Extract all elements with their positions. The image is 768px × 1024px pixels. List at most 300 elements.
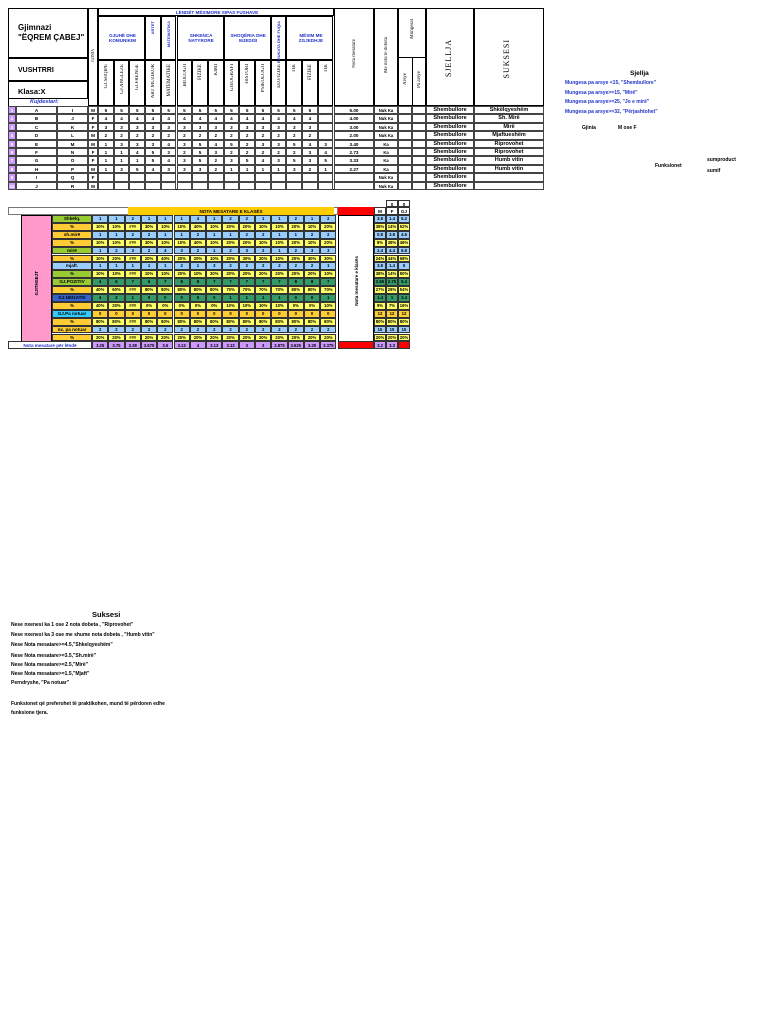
grade-cell[interactable]: 2 bbox=[98, 131, 114, 139]
stats-summary-cell[interactable]: 20% bbox=[375, 334, 385, 340]
stats-cell[interactable]: 1 bbox=[206, 247, 222, 255]
grade-cell[interactable]: 3 bbox=[302, 148, 318, 156]
stats-cell[interactable]: 2 bbox=[320, 326, 336, 334]
stats-cell[interactable]: 20% bbox=[320, 223, 336, 231]
stats-cell[interactable]: 10% bbox=[271, 239, 287, 247]
conduct-cell[interactable]: Shembullore bbox=[426, 114, 474, 122]
stats-cell[interactable]: 2 bbox=[157, 326, 173, 334]
grade-cell[interactable] bbox=[255, 182, 271, 190]
student-first-name[interactable]: G bbox=[16, 156, 57, 164]
stats-cell[interactable]: 2 bbox=[304, 262, 320, 270]
result-cell[interactable]: Riprovohet bbox=[474, 140, 544, 148]
stats-summary-cell[interactable]: 52% bbox=[399, 223, 409, 229]
stats-cell[interactable]: 20% bbox=[222, 334, 238, 342]
grade-cell[interactable]: 3 bbox=[177, 165, 193, 173]
grade-cell[interactable]: 3 bbox=[129, 140, 145, 148]
grade-cell[interactable]: 2 bbox=[286, 131, 302, 139]
stats-cell[interactable]: 8 bbox=[288, 278, 304, 286]
row-number[interactable]: 6 bbox=[8, 148, 16, 156]
grade-cell[interactable] bbox=[145, 173, 161, 181]
stats-cell[interactable]: 0 bbox=[304, 310, 320, 318]
conduct-cell[interactable]: Shembullore bbox=[426, 182, 474, 190]
stats-cell[interactable]: 20% bbox=[108, 255, 124, 263]
stats-footer-cell[interactable]: 3 bbox=[239, 341, 255, 349]
stats-cell[interactable]: 2 bbox=[108, 247, 124, 255]
stats-summary-cell[interactable]: 46% bbox=[399, 239, 409, 245]
stats-cell[interactable]: 10% bbox=[108, 270, 124, 278]
grade-cell[interactable]: 3 bbox=[255, 123, 271, 131]
conduct-cell[interactable]: Shembullore bbox=[426, 173, 474, 181]
grade-cell[interactable]: 4 bbox=[302, 140, 318, 148]
stats-cell[interactable]: 70% bbox=[255, 286, 271, 294]
student-average[interactable]: 2.27 bbox=[334, 165, 374, 173]
grade-cell[interactable]: 3 bbox=[192, 123, 208, 131]
stats-cell[interactable]: 1 bbox=[108, 231, 124, 239]
grade-cell[interactable]: 3 bbox=[114, 140, 130, 148]
stats-cell[interactable]: 20% bbox=[304, 334, 320, 342]
stats-cell[interactable]: 0 bbox=[92, 310, 108, 318]
stats-summary-cell[interactable]: 27% bbox=[375, 287, 385, 293]
stats-cell[interactable]: 10% bbox=[271, 255, 287, 263]
absence-unexcused[interactable] bbox=[412, 182, 426, 190]
stats-cell[interactable]: 20% bbox=[108, 334, 124, 342]
student-gender[interactable]: F bbox=[88, 123, 98, 131]
stats-cell[interactable]: 40% bbox=[92, 286, 108, 294]
stats-cell[interactable]: 20% bbox=[190, 255, 206, 263]
grade-cell[interactable]: 5 bbox=[145, 148, 161, 156]
grade-cell[interactable]: 1 bbox=[129, 156, 145, 164]
stats-footer-summary[interactable]: 3.3 bbox=[386, 341, 398, 349]
stats-cell[interactable]: 10% bbox=[108, 223, 124, 231]
stats-summary-cell[interactable]: 38% bbox=[387, 239, 397, 245]
stats-summary-cell[interactable]: 5.4 bbox=[398, 278, 410, 286]
stats-footer-cell[interactable]: 3.75 bbox=[108, 341, 124, 349]
student-last-name[interactable]: N bbox=[57, 148, 88, 156]
stats-cell[interactable]: 0 bbox=[288, 310, 304, 318]
stats-cell[interactable]: 10% bbox=[239, 302, 255, 310]
grade-cell[interactable] bbox=[177, 173, 193, 181]
grade-cell[interactable] bbox=[286, 182, 302, 190]
stats-cell[interactable]: 60% bbox=[108, 286, 124, 294]
student-average[interactable]: 2.00 bbox=[334, 131, 374, 139]
stats-cell[interactable]: 10% bbox=[304, 239, 320, 247]
stats-cell[interactable]: 2 bbox=[174, 262, 190, 270]
stats-cell[interactable]: 1 bbox=[157, 215, 173, 223]
stats-cell[interactable]: 30% bbox=[320, 255, 336, 263]
stats-cell[interactable]: 80% bbox=[157, 286, 173, 294]
grade-cell[interactable]: 5 bbox=[302, 106, 318, 114]
grade-cell[interactable] bbox=[208, 182, 224, 190]
result-cell[interactable]: Mjaftueshëm bbox=[474, 131, 544, 139]
stats-cell[interactable]: 80% bbox=[108, 318, 124, 326]
stats-cell[interactable]: 20% bbox=[174, 255, 190, 263]
grade-cell[interactable] bbox=[161, 182, 177, 190]
grade-cell[interactable]: 2 bbox=[192, 131, 208, 139]
grade-cell[interactable]: 4 bbox=[129, 114, 145, 122]
grade-cell[interactable] bbox=[224, 182, 240, 190]
grade-cell[interactable]: 4 bbox=[129, 148, 145, 156]
grade-cell[interactable] bbox=[239, 173, 255, 181]
stats-cell[interactable]: 0% bbox=[206, 302, 222, 310]
weak-grades-cell[interactable]: Nuk Ka bbox=[374, 173, 398, 181]
stats-cell[interactable]: 0% bbox=[141, 302, 157, 310]
stats-cell[interactable]: 40% bbox=[190, 239, 206, 247]
grade-cell[interactable]: 4 bbox=[192, 114, 208, 122]
absence-unexcused[interactable] bbox=[412, 148, 426, 156]
grade-cell[interactable]: 1 bbox=[114, 156, 130, 164]
stats-summary-cell[interactable]: 3.8 bbox=[374, 215, 386, 223]
stats-cell[interactable]: 7 bbox=[157, 278, 173, 286]
student-average[interactable]: 5.00 bbox=[334, 106, 374, 114]
stats-cell[interactable]: 20% bbox=[239, 239, 255, 247]
row-number[interactable]: 9 bbox=[8, 173, 16, 181]
grade-cell[interactable]: 5 bbox=[145, 156, 161, 164]
student-first-name[interactable]: E bbox=[16, 140, 57, 148]
stats-cell[interactable]: 80% bbox=[222, 318, 238, 326]
stats-summary-cell[interactable]: 20% bbox=[387, 334, 397, 340]
grade-cell[interactable]: 3 bbox=[224, 123, 240, 131]
stats-cell[interactable]: 2 bbox=[174, 326, 190, 334]
stats-cell[interactable]: 30% bbox=[239, 255, 255, 263]
student-average[interactable]: 3.40 bbox=[334, 140, 374, 148]
grade-cell[interactable] bbox=[208, 173, 224, 181]
absence-excused[interactable] bbox=[398, 131, 412, 139]
stats-cell[interactable]: 0 bbox=[141, 310, 157, 318]
student-last-name[interactable]: Q bbox=[57, 173, 88, 181]
grade-cell[interactable] bbox=[114, 182, 130, 190]
grade-cell[interactable]: 2 bbox=[208, 165, 224, 173]
stats-cell[interactable]: 10% bbox=[320, 270, 336, 278]
stats-cell[interactable]: 3 bbox=[174, 247, 190, 255]
grade-cell[interactable]: 2 bbox=[302, 131, 318, 139]
stats-cell[interactable]: 8 bbox=[190, 278, 206, 286]
stats-cell[interactable]: 1 bbox=[222, 294, 238, 302]
stats-cell[interactable]: 1 bbox=[190, 262, 206, 270]
stats-cell[interactable]: 80% bbox=[206, 318, 222, 326]
stats-cell[interactable]: 20% bbox=[255, 255, 271, 263]
grade-cell[interactable] bbox=[271, 182, 287, 190]
stats-summary-cell[interactable]: 1.4 bbox=[386, 262, 398, 270]
stats-cell[interactable]: 10% bbox=[271, 223, 287, 231]
grade-cell[interactable]: 5 bbox=[286, 106, 302, 114]
stats-cell[interactable]: 1 bbox=[92, 231, 108, 239]
stats-cell[interactable]: 1 bbox=[125, 294, 141, 302]
stats-cell[interactable]: 10% bbox=[206, 223, 222, 231]
stats-summary-cell[interactable]: 80% bbox=[375, 318, 385, 324]
stats-summary-cell[interactable]: 2.4 bbox=[398, 294, 410, 302]
conduct-cell[interactable]: Shembullore bbox=[426, 156, 474, 164]
stats-summary-cell[interactable]: 2.65 bbox=[375, 279, 385, 285]
stats-cell[interactable]: 40% bbox=[157, 255, 173, 263]
result-cell[interactable]: Mirë bbox=[474, 123, 544, 131]
grade-cell[interactable]: 2 bbox=[255, 131, 271, 139]
stats-cell[interactable]: 20% bbox=[141, 334, 157, 342]
stats-footer-cell[interactable]: 3.5 bbox=[157, 341, 173, 349]
stats-cell[interactable]: 2 bbox=[222, 326, 238, 334]
stats-cell[interactable]: 80% bbox=[288, 286, 304, 294]
stats-cell[interactable]: 2 bbox=[255, 247, 271, 255]
stats-cell[interactable]: 1 bbox=[92, 215, 108, 223]
student-last-name[interactable]: K bbox=[57, 123, 88, 131]
stats-cell[interactable]: 1 bbox=[271, 231, 287, 239]
stats-cell[interactable]: 80% bbox=[239, 318, 255, 326]
stats-cell[interactable]: 7 bbox=[125, 278, 141, 286]
grade-cell[interactable]: 1 bbox=[98, 140, 114, 148]
grade-cell[interactable]: 3 bbox=[302, 123, 318, 131]
stats-footer-cell[interactable]: 3 bbox=[255, 341, 271, 349]
grade-cell[interactable]: 3 bbox=[208, 123, 224, 131]
stats-cell[interactable]: 1 bbox=[92, 262, 108, 270]
stats-summary-cell[interactable]: 1 bbox=[386, 294, 398, 302]
stats-cell[interactable]: 0 bbox=[239, 310, 255, 318]
grade-cell[interactable]: 3 bbox=[208, 148, 224, 156]
stats-cell[interactable]: 7 bbox=[206, 278, 222, 286]
stats-cell[interactable]: 2 bbox=[320, 231, 336, 239]
grade-cell[interactable] bbox=[318, 114, 334, 122]
stats-cell[interactable]: 70% bbox=[271, 286, 287, 294]
grade-cell[interactable]: 5 bbox=[224, 106, 240, 114]
stats-cell[interactable]: 80% bbox=[288, 318, 304, 326]
grade-cell[interactable]: 2 bbox=[224, 131, 240, 139]
stats-cell[interactable]: 20% bbox=[206, 334, 222, 342]
grade-cell[interactable]: 4 bbox=[208, 140, 224, 148]
weak-grades-cell[interactable]: Nuk Ka bbox=[374, 114, 398, 122]
grade-cell[interactable]: 4 bbox=[286, 114, 302, 122]
grade-cell[interactable]: 5 bbox=[177, 106, 193, 114]
stats-cell[interactable]: 20% bbox=[157, 334, 173, 342]
grade-cell[interactable] bbox=[192, 173, 208, 181]
result-cell[interactable]: Shkëlqyeshëm bbox=[474, 106, 544, 114]
stats-summary-cell[interactable]: 38% bbox=[375, 223, 385, 229]
grade-cell[interactable]: 2 bbox=[271, 131, 287, 139]
stats-cell[interactable]: 1 bbox=[304, 215, 320, 223]
stats-summary-cell[interactable]: 24% bbox=[375, 255, 385, 261]
grade-cell[interactable]: 4 bbox=[177, 114, 193, 122]
stats-cell[interactable]: 7 bbox=[320, 278, 336, 286]
stats-cell[interactable]: 10% bbox=[304, 223, 320, 231]
absence-excused[interactable] bbox=[398, 140, 412, 148]
stats-summary-cell[interactable]: 68% bbox=[399, 255, 409, 261]
stats-cell[interactable]: 0 bbox=[304, 294, 320, 302]
conduct-cell[interactable]: Shembullore bbox=[426, 165, 474, 173]
grade-cell[interactable]: 3 bbox=[145, 123, 161, 131]
stats-cell[interactable]: 70% bbox=[320, 286, 336, 294]
stats-cell[interactable]: 2 bbox=[222, 247, 238, 255]
stats-cell[interactable]: 2 bbox=[304, 326, 320, 334]
grade-cell[interactable]: 3 bbox=[114, 123, 130, 131]
student-gender[interactable]: M bbox=[88, 106, 98, 114]
grade-cell[interactable]: 5 bbox=[224, 140, 240, 148]
stats-cell[interactable]: 2 bbox=[125, 231, 141, 239]
stats-cell[interactable]: 6 bbox=[108, 278, 124, 286]
absence-excused[interactable] bbox=[398, 114, 412, 122]
stats-cell[interactable]: 0 bbox=[320, 310, 336, 318]
stats-cell[interactable]: 0 bbox=[206, 294, 222, 302]
grade-cell[interactable]: 2 bbox=[129, 131, 145, 139]
stats-cell[interactable]: 20% bbox=[92, 334, 108, 342]
stats-cell[interactable]: 2 bbox=[190, 247, 206, 255]
row-number[interactable]: 5 bbox=[8, 140, 16, 148]
grade-cell[interactable] bbox=[271, 173, 287, 181]
stats-cell[interactable]: 20% bbox=[320, 239, 336, 247]
grade-cell[interactable]: 4 bbox=[271, 114, 287, 122]
grade-cell[interactable] bbox=[98, 173, 114, 181]
stats-cell[interactable]: 20% bbox=[222, 239, 238, 247]
grade-cell[interactable]: 2 bbox=[239, 148, 255, 156]
grade-cell[interactable]: 5 bbox=[286, 156, 302, 164]
grade-cell[interactable]: 1 bbox=[224, 165, 240, 173]
stats-summary-cell[interactable]: 4.6 bbox=[398, 231, 410, 239]
stats-cell[interactable]: 80% bbox=[174, 318, 190, 326]
stats-cell[interactable]: 80% bbox=[190, 318, 206, 326]
stats-cell[interactable]: 0 bbox=[108, 310, 124, 318]
grade-cell[interactable] bbox=[145, 182, 161, 190]
weak-grades-cell[interactable]: Nuk Ka bbox=[374, 182, 398, 190]
grade-cell[interactable] bbox=[98, 182, 114, 190]
grade-cell[interactable] bbox=[302, 182, 318, 190]
row-number[interactable]: 10 bbox=[9, 183, 15, 189]
stats-cell[interactable]: 30% bbox=[206, 270, 222, 278]
grade-cell[interactable] bbox=[114, 173, 130, 181]
stats-summary-cell[interactable]: 3.8 bbox=[374, 262, 386, 270]
row-number[interactable]: 4 bbox=[8, 131, 16, 139]
conduct-cell[interactable]: Shembullore bbox=[426, 131, 474, 139]
stats-summary-cell[interactable]: 7% bbox=[386, 302, 398, 310]
stats-summary-cell[interactable]: 6.8 bbox=[398, 247, 410, 255]
stats-cell[interactable]: 0 bbox=[157, 310, 173, 318]
stats-summary-cell[interactable]: 4.4 bbox=[386, 247, 398, 255]
absence-unexcused[interactable] bbox=[412, 140, 426, 148]
grade-cell[interactable]: 3 bbox=[224, 156, 240, 164]
grade-cell[interactable] bbox=[224, 173, 240, 181]
grade-cell[interactable]: 2 bbox=[255, 148, 271, 156]
stats-footer-summary[interactable] bbox=[398, 341, 410, 349]
student-last-name[interactable]: M bbox=[57, 140, 88, 148]
student-average[interactable]: 2.73 bbox=[334, 148, 374, 156]
stats-summary-cell[interactable]: 12 bbox=[374, 310, 386, 318]
grade-cell[interactable]: 1 bbox=[98, 148, 114, 156]
stats-cell[interactable]: 10% bbox=[157, 239, 173, 247]
grade-cell[interactable]: 3 bbox=[161, 165, 177, 173]
row-number[interactable]: 8 bbox=[8, 165, 16, 173]
conduct-cell[interactable]: Shembullore bbox=[426, 148, 474, 156]
student-gender[interactable]: F bbox=[88, 156, 98, 164]
stats-cell[interactable]: 20% bbox=[271, 334, 287, 342]
stats-cell[interactable]: 2 bbox=[108, 326, 124, 334]
student-average[interactable]: 3.33 bbox=[334, 156, 374, 164]
student-gender[interactable]: M bbox=[88, 131, 98, 139]
stats-cell[interactable]: 2 bbox=[141, 231, 157, 239]
stats-summary-cell[interactable]: 54% bbox=[399, 287, 409, 293]
grade-cell[interactable]: 4 bbox=[318, 148, 334, 156]
stats-footer-cell[interactable]: 3.13 bbox=[174, 341, 190, 349]
grade-cell[interactable]: 1 bbox=[98, 165, 114, 173]
grade-cell[interactable] bbox=[318, 123, 334, 131]
stats-cell[interactable]: 1 bbox=[255, 215, 271, 223]
stats-summary-cell[interactable]: 50% bbox=[399, 271, 409, 277]
grade-cell[interactable]: 5 bbox=[192, 156, 208, 164]
stats-cell[interactable]: 10% bbox=[92, 270, 108, 278]
stats-cell[interactable]: 1 bbox=[206, 231, 222, 239]
stats-cell[interactable]: 3 bbox=[125, 247, 141, 255]
student-gender[interactable]: M bbox=[88, 140, 98, 148]
stats-cell[interactable]: 70% bbox=[239, 286, 255, 294]
stats-cell[interactable]: 80% bbox=[141, 318, 157, 326]
stats-cell[interactable]: 1 bbox=[92, 247, 108, 255]
stats-cell[interactable]: 2 bbox=[255, 326, 271, 334]
stats-cell[interactable]: 20% bbox=[320, 334, 336, 342]
stats-cell[interactable]: 80% bbox=[190, 286, 206, 294]
stats-cell[interactable]: 80% bbox=[157, 318, 173, 326]
grade-cell[interactable]: 1 bbox=[271, 165, 287, 173]
grade-cell[interactable]: 3 bbox=[177, 123, 193, 131]
stats-cell[interactable]: 0 bbox=[288, 294, 304, 302]
stats-cell[interactable]: 20% bbox=[288, 270, 304, 278]
stats-cell[interactable]: 80% bbox=[304, 286, 320, 294]
grade-cell[interactable]: 5 bbox=[239, 156, 255, 164]
stats-cell[interactable]: 10% bbox=[157, 223, 173, 231]
stats-footer-cell[interactable]: 3.13 bbox=[222, 341, 238, 349]
absence-unexcused[interactable] bbox=[412, 106, 426, 114]
grade-cell[interactable]: 3 bbox=[98, 123, 114, 131]
grade-cell[interactable]: 5 bbox=[318, 156, 334, 164]
grade-cell[interactable] bbox=[318, 131, 334, 139]
absence-excused[interactable] bbox=[398, 106, 412, 114]
stats-cell[interactable]: 20% bbox=[108, 302, 124, 310]
grade-cell[interactable]: 5 bbox=[129, 165, 145, 173]
stats-cell[interactable]: 1 bbox=[320, 294, 336, 302]
stats-cell[interactable]: 1 bbox=[320, 262, 336, 270]
stats-cell[interactable]: 1 bbox=[239, 294, 255, 302]
stats-footer-cell[interactable]: 3.13 bbox=[206, 341, 222, 349]
student-gender[interactable]: F bbox=[88, 148, 98, 156]
grade-cell[interactable]: 5 bbox=[286, 140, 302, 148]
stats-cell[interactable]: 2 bbox=[304, 231, 320, 239]
student-first-name[interactable]: C bbox=[16, 123, 57, 131]
stats-summary-cell[interactable]: 44% bbox=[387, 255, 397, 261]
stats-cell[interactable]: 2 bbox=[125, 326, 141, 334]
stats-cell[interactable]: 80% bbox=[174, 286, 190, 294]
stats-cell[interactable]: 10% bbox=[320, 302, 336, 310]
stats-cell[interactable]: 30% bbox=[141, 239, 157, 247]
stats-summary-cell[interactable]: 5 bbox=[398, 262, 410, 270]
absence-unexcused[interactable] bbox=[412, 114, 426, 122]
grade-cell[interactable]: 3 bbox=[271, 156, 287, 164]
stats-cell[interactable]: 1 bbox=[157, 262, 173, 270]
stats-cell[interactable]: 2 bbox=[206, 326, 222, 334]
stats-cell[interactable]: 4 bbox=[92, 278, 108, 286]
stats-cell[interactable]: 40% bbox=[92, 302, 108, 310]
stats-cell[interactable]: 10% bbox=[255, 302, 271, 310]
grade-cell[interactable]: 2 bbox=[302, 165, 318, 173]
stats-summary-cell[interactable]: 1.4 bbox=[386, 215, 398, 223]
stats-cell[interactable]: 20% bbox=[190, 334, 206, 342]
stats-cell[interactable]: 1 bbox=[174, 231, 190, 239]
stats-cell[interactable]: 2 bbox=[288, 262, 304, 270]
stats-cell[interactable]: 2 bbox=[239, 262, 255, 270]
grade-cell[interactable]: 2 bbox=[286, 148, 302, 156]
stats-cell[interactable]: 10% bbox=[174, 239, 190, 247]
stats-cell[interactable]: 8 bbox=[304, 278, 320, 286]
stats-footer-cell[interactable]: 3.375 bbox=[320, 341, 336, 349]
stats-cell[interactable]: 4 bbox=[190, 215, 206, 223]
result-cell[interactable]: Humb vitin bbox=[474, 165, 544, 173]
stats-cell[interactable]: 1 bbox=[271, 247, 287, 255]
grade-cell[interactable]: 3 bbox=[192, 165, 208, 173]
stats-summary-cell[interactable]: 80% bbox=[399, 318, 409, 324]
stats-cell[interactable]: 10% bbox=[271, 302, 287, 310]
grade-cell[interactable]: 4 bbox=[145, 165, 161, 173]
